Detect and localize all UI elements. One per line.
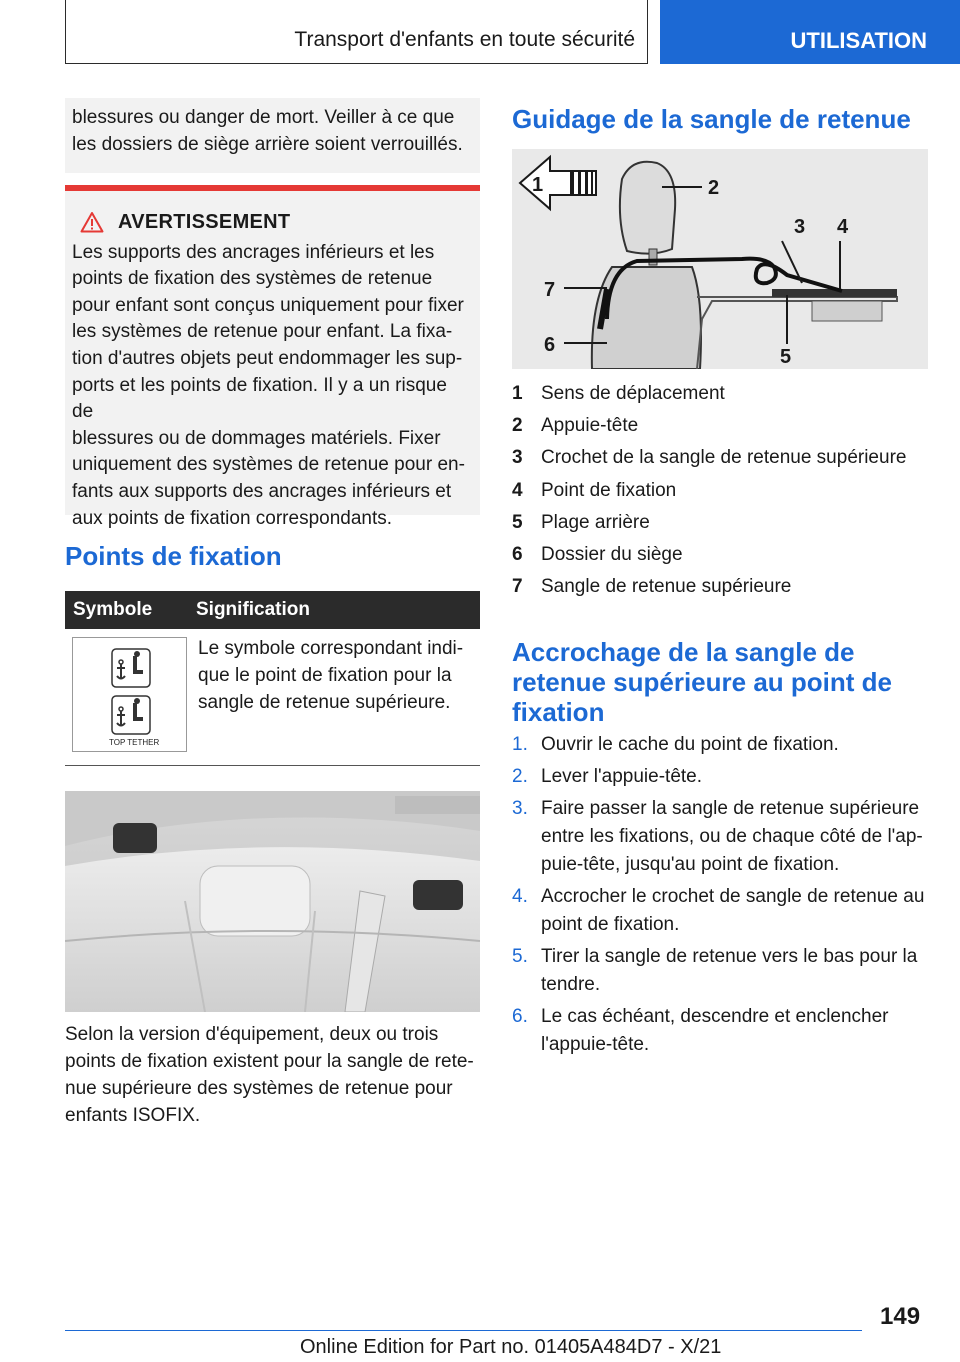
legend-number: 1 [512,383,523,404]
list-item [512,731,932,759]
heading-accrochage [512,637,892,727]
rear-seat-photo [65,791,480,1012]
chapter-tab[interactable] [660,0,960,64]
step-line: entre les fixations, ou de chaque côté de l'ap- [541,826,923,847]
warning-line: fants aux supports des ancrages inférieurs et [72,480,452,502]
step-line: Faire passer la sangle de retenue supérieure [541,798,920,819]
symbol-table [65,591,480,752]
legend-text: Dossier du siège [541,543,683,565]
tether-routing-diagram [512,149,928,369]
legend-number: 5 [512,511,523,533]
warning-triangle-icon [80,211,104,233]
warning-header [72,209,472,236]
chapter-tab-label: UTILISATION [790,28,927,53]
step-line: point de fixation. [541,914,680,935]
note-line: les dossiers de siège arrière soient verrouillés. [72,134,463,155]
meaning-line: que le point de fixation pour la [198,665,452,686]
steps-list [512,731,932,1063]
step-line: puie-tête, jusqu'au point de fixation. [541,854,840,875]
section-title: Transport d'enfants en toute sécurité [294,28,635,51]
table-bottom-rule [65,765,480,766]
section-heading-points-de-fixation: Points de fixation [65,541,282,571]
symbol-cell [65,629,188,752]
step-number: 3. [512,798,528,819]
step-number: 2. [512,766,528,787]
list-item [512,763,932,791]
diagram-label: 7 [544,279,556,301]
diagram-label: 1 [532,174,544,196]
list-item [512,412,932,444]
warning-line: les systèmes de retenue pour enfant. La fixa- [72,321,453,343]
heading-line: fixation [512,697,605,727]
legend-text: Crochet de la sangle de retenue supérieure [541,447,907,469]
warning-line: pour enfant sont conçus uniquement pour fixer [72,294,464,316]
step-number: 1. [512,734,528,755]
legend-number: 3 [512,447,523,469]
warning-line: Les supports des ancrages inférieurs et les [72,241,435,263]
heading-line: Accrochage de la sangle de [512,637,855,667]
legend-text: Appuie-tête [541,415,639,437]
table-header-row [65,591,480,629]
list-item [512,943,932,999]
table-header-signification: Signification [188,591,480,629]
heading-line: retenue supérieure au point de [512,667,892,697]
warning-line: blessures ou de dommages matériels. Fixer [72,427,441,449]
child-seat-anchor-icon [111,648,151,688]
list-item [512,509,932,541]
legend-number: 2 [512,415,523,437]
warning-line: ports et les points de fixation. Il y a un risque de [72,374,447,423]
list-item [512,795,932,879]
legend-text: Point de fixation [541,479,677,501]
paragraph-line: points de fixation existent pour la sangle de rete- [65,1051,474,1072]
step-line: Lever l'appuie-tête. [541,766,703,787]
note-box [65,98,480,173]
legend-text: Plage arrière [541,511,650,533]
legend-number: 6 [512,543,523,565]
diagram-label: 3 [794,216,806,238]
top-tether-icon [111,695,151,735]
meaning-line: Le symbole correspondant indi- [198,638,464,659]
step-number: 6. [512,1006,528,1027]
meaning-cell [188,629,480,752]
header-section-box [65,0,648,64]
diagram-label: 4 [837,216,849,238]
footer-edition: Online Edition for Part no. 01405A484D7 - X/21 [300,1336,722,1358]
paragraph-line: enfants ISOFIX. [65,1105,201,1126]
step-line: Ouvrir le cache du point de fixation. [541,734,839,755]
paragraph-line: Selon la version d'équipement, deux ou trois [65,1024,439,1045]
list-item [512,1003,932,1059]
warning-line: aux points de fixation correspondants. [72,507,393,529]
heading-guidage: Guidage de la sangle de retenue [512,104,911,134]
symbol-frame [72,637,187,752]
top-tether-caption: TOP TETHER [109,738,160,747]
list-item [512,444,932,476]
list-item [512,883,932,939]
table-row [65,629,480,752]
footer-rule [65,1330,862,1331]
diagram-label: 6 [544,334,556,356]
diagram-label: 2 [708,177,720,199]
warning-line: tion d'autres objets peut endommager les sup- [72,347,463,369]
diagram-legend [512,380,932,605]
step-line: l'appuie-tête. [541,1034,650,1055]
legend-number: 7 [512,576,523,598]
legend-number: 4 [512,479,523,501]
step-line: Accrocher le crochet de sangle de retenue au [541,886,925,907]
paragraph-line: nue supérieure des systèmes de retenue pour [65,1078,453,1099]
list-item [512,573,932,605]
page-number: 149 [880,1303,921,1330]
warning-box [65,185,480,529]
warning-line: points de fixation des systèmes de retenue [72,268,433,290]
meaning-line: sangle de retenue supérieure. [198,692,451,713]
list-item [512,541,932,573]
list-item [512,477,932,509]
legend-text: Sangle de retenue supérieure [541,576,792,598]
note-line: blessures ou danger de mort. Veiller à ce que [72,107,455,128]
legend-text: Sens de déplacement [541,383,725,404]
table-header-symbole: Symbole [65,591,188,629]
step-line: Le cas échéant, descendre et enclencher [541,1006,889,1027]
step-number: 4. [512,886,528,907]
warning-title: AVERTISSEMENT [118,211,291,233]
step-number: 5. [512,946,528,967]
warning-line: uniquement des systèmes de retenue pour en- [72,454,465,476]
isofix-paragraph [65,1021,480,1129]
list-item [512,380,932,412]
step-line: Tirer la sangle de retenue vers le bas pour la [541,946,918,967]
step-line: tendre. [541,974,601,995]
diagram-label: 5 [780,346,792,368]
